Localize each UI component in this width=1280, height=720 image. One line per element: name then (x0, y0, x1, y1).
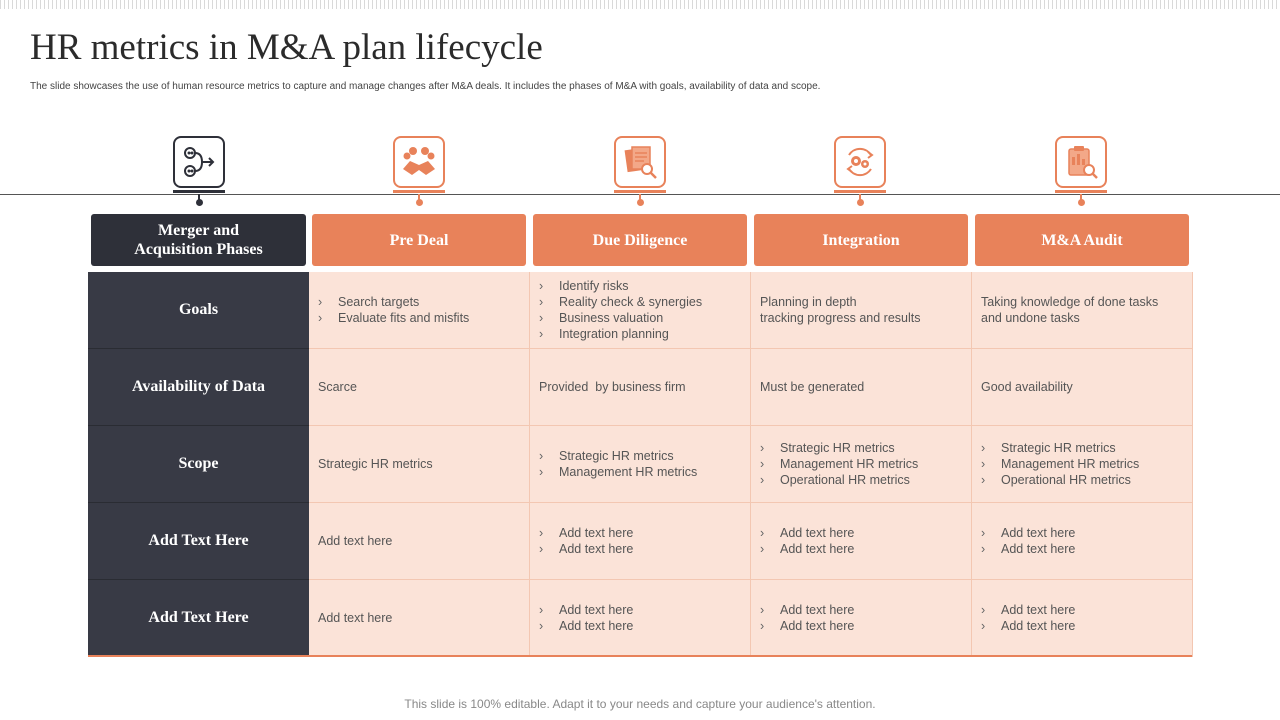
cell-text: Add text here (318, 534, 393, 548)
list-item (981, 541, 1192, 557)
list-item-text: Add text here (559, 603, 634, 617)
slide-subtitle: The slide showcases the use of human resource metrics to capture and manage changes after M&A deals. It includes the phases of M&A with goals, availability of data and scope. (30, 81, 821, 92)
list-item (981, 525, 1192, 541)
row-label: Goals (88, 272, 309, 349)
cell-text: Strategic HR metrics (318, 457, 433, 471)
list-item-text: Add text here (1001, 603, 1076, 617)
list-item-text: Add text here (559, 526, 634, 540)
table-cell (309, 272, 530, 349)
list-item-text: Management HR metrics (1001, 457, 1140, 471)
table-cell (309, 580, 530, 657)
list-item (539, 294, 750, 310)
list-item-text: Add text here (780, 619, 855, 633)
table-cell (972, 426, 1193, 503)
table-cell (309, 349, 530, 426)
list-item-text: Operational HR metrics (1001, 473, 1131, 487)
table-cell (972, 503, 1193, 580)
bullet-chevron-icon: › (981, 473, 986, 487)
bullet-chevron-icon: › (760, 441, 765, 455)
cell-text: Provided by business firm (539, 380, 686, 394)
list-item (318, 294, 529, 310)
slide-title: HR metrics in M&A plan lifecycle (30, 27, 543, 68)
list-item (539, 602, 750, 618)
list-item-text: Add text here (780, 526, 855, 540)
bullet-chevron-icon: › (981, 526, 986, 540)
cell-text: and undone tasks (981, 311, 1080, 325)
list-item-text: Add text here (780, 542, 855, 556)
table-cell (972, 580, 1193, 657)
table-cell (751, 272, 972, 349)
bullet-chevron-icon: › (539, 295, 544, 309)
icon-underline (173, 190, 225, 193)
bullet-chevron-icon: › (981, 619, 986, 633)
table-cell (530, 580, 751, 657)
list-item-text: Add text here (559, 542, 634, 556)
header-label-line: Merger and (157, 222, 239, 239)
list-item-text: Identify risks (559, 279, 629, 293)
list-item-text: Add text here (1001, 619, 1076, 633)
list-item-text: Integration planning (559, 327, 669, 341)
list-item (539, 326, 750, 342)
bullet-chevron-icon: › (318, 311, 323, 325)
cell-text: Good availability (981, 380, 1073, 394)
header-pre-deal: Pre Deal (312, 214, 526, 266)
cell-text: Taking knowledge of done tasks (981, 295, 1159, 309)
list-item (760, 525, 971, 541)
list-item-text: Add text here (1001, 526, 1076, 540)
bullet-chevron-icon: › (539, 279, 544, 293)
row-label: Scope (88, 426, 309, 503)
bullet-chevron-icon: › (981, 603, 986, 617)
list-item-text: Strategic HR metrics (559, 449, 674, 463)
top-decorative-stripe (0, 0, 1280, 9)
bullet-chevron-icon: › (760, 619, 765, 633)
list-item (539, 541, 750, 557)
bullet-chevron-icon: › (539, 311, 544, 325)
header-due-diligence: Due Diligence (533, 214, 747, 266)
row-label: Add Text Here (88, 580, 309, 657)
icon-underline (834, 190, 886, 193)
list-item-text: Business valuation (559, 311, 664, 325)
header-ma-audit: M&A Audit (975, 214, 1189, 266)
list-item-text: Add text here (780, 603, 855, 617)
list-item-text: Management HR metrics (559, 465, 698, 479)
bullet-chevron-icon: › (760, 542, 765, 556)
list-item-text: Strategic HR metrics (1001, 441, 1116, 455)
bullet-chevron-icon: › (981, 441, 986, 455)
list-item (539, 618, 750, 634)
list-item (981, 472, 1192, 488)
list-item (981, 440, 1192, 456)
list-item (539, 525, 750, 541)
handshake-icon (393, 136, 445, 188)
list-item-text: Strategic HR metrics (780, 441, 895, 455)
list-item-text: Operational HR metrics (780, 473, 910, 487)
table-cell (751, 580, 972, 657)
cell-text: Add text here (318, 611, 393, 625)
icon-underline (1055, 190, 1107, 193)
bullet-chevron-icon: › (760, 603, 765, 617)
bullet-chevron-icon: › (760, 457, 765, 471)
list-item (539, 278, 750, 294)
table-cell (972, 349, 1193, 426)
list-item (760, 456, 971, 472)
gears-cycle-icon (834, 136, 886, 188)
table-bottom-line (88, 655, 1192, 657)
bullet-chevron-icon: › (318, 295, 323, 309)
bullet-chevron-icon: › (539, 619, 544, 633)
cell-text: Planning in depth (760, 295, 857, 309)
cell-text: Scarce (318, 380, 357, 394)
list-item-text: Management HR metrics (780, 457, 919, 471)
bullet-chevron-icon: › (539, 603, 544, 617)
header-phases-label (91, 214, 306, 266)
icon-underline (393, 190, 445, 193)
slide-footer: This slide is 100% editable. Adapt it to your needs and capture your audience's attention. (404, 697, 876, 711)
cell-text: Must be generated (760, 380, 865, 394)
list-item-text: Evaluate fits and misfits (338, 311, 470, 325)
timeline-dot (637, 199, 644, 206)
table-cell (530, 503, 751, 580)
documents-search-icon (614, 136, 666, 188)
table-cell (751, 349, 972, 426)
timeline-dot (196, 199, 203, 206)
header-integration: Integration (754, 214, 968, 266)
list-item (539, 464, 750, 480)
icon-underline (614, 190, 666, 193)
list-item (318, 310, 529, 326)
bullet-chevron-icon: › (981, 542, 986, 556)
list-item-text: Search targets (338, 295, 420, 309)
list-item (760, 472, 971, 488)
bullet-chevron-icon: › (539, 526, 544, 540)
bullet-chevron-icon: › (539, 465, 544, 479)
table-cell (309, 503, 530, 580)
cell-text: tracking progress and results (760, 311, 921, 325)
bullet-chevron-icon: › (539, 542, 544, 556)
list-item (981, 456, 1192, 472)
table-cell (530, 349, 751, 426)
table-cell (530, 426, 751, 503)
list-item-text: Reality check & synergies (559, 295, 703, 309)
table-cell (751, 426, 972, 503)
table-cell (972, 272, 1193, 349)
bullet-chevron-icon: › (760, 526, 765, 540)
header-label-line: Acquisition Phases (134, 241, 263, 258)
table-cell (530, 272, 751, 349)
list-item-text: Add text here (1001, 542, 1076, 556)
clipboard-search-icon (1055, 136, 1107, 188)
list-item-text: Add text here (559, 619, 634, 633)
list-item (760, 618, 971, 634)
table-cell (309, 426, 530, 503)
timeline-dot (857, 199, 864, 206)
list-item (760, 440, 971, 456)
bullet-chevron-icon: › (760, 473, 765, 487)
list-item (981, 602, 1192, 618)
bullet-chevron-icon: › (539, 327, 544, 341)
list-item (981, 618, 1192, 634)
list-item (760, 541, 971, 557)
row-label: Add Text Here (88, 503, 309, 580)
bullet-chevron-icon: › (981, 457, 986, 471)
bullet-chevron-icon: › (539, 449, 544, 463)
merger-flow-icon (173, 136, 225, 188)
list-item (539, 448, 750, 464)
timeline-dot (416, 199, 423, 206)
row-label: Availability of Data (88, 349, 309, 426)
timeline-dot (1078, 199, 1085, 206)
list-item (760, 602, 971, 618)
table-cell (751, 503, 972, 580)
list-item (539, 310, 750, 326)
